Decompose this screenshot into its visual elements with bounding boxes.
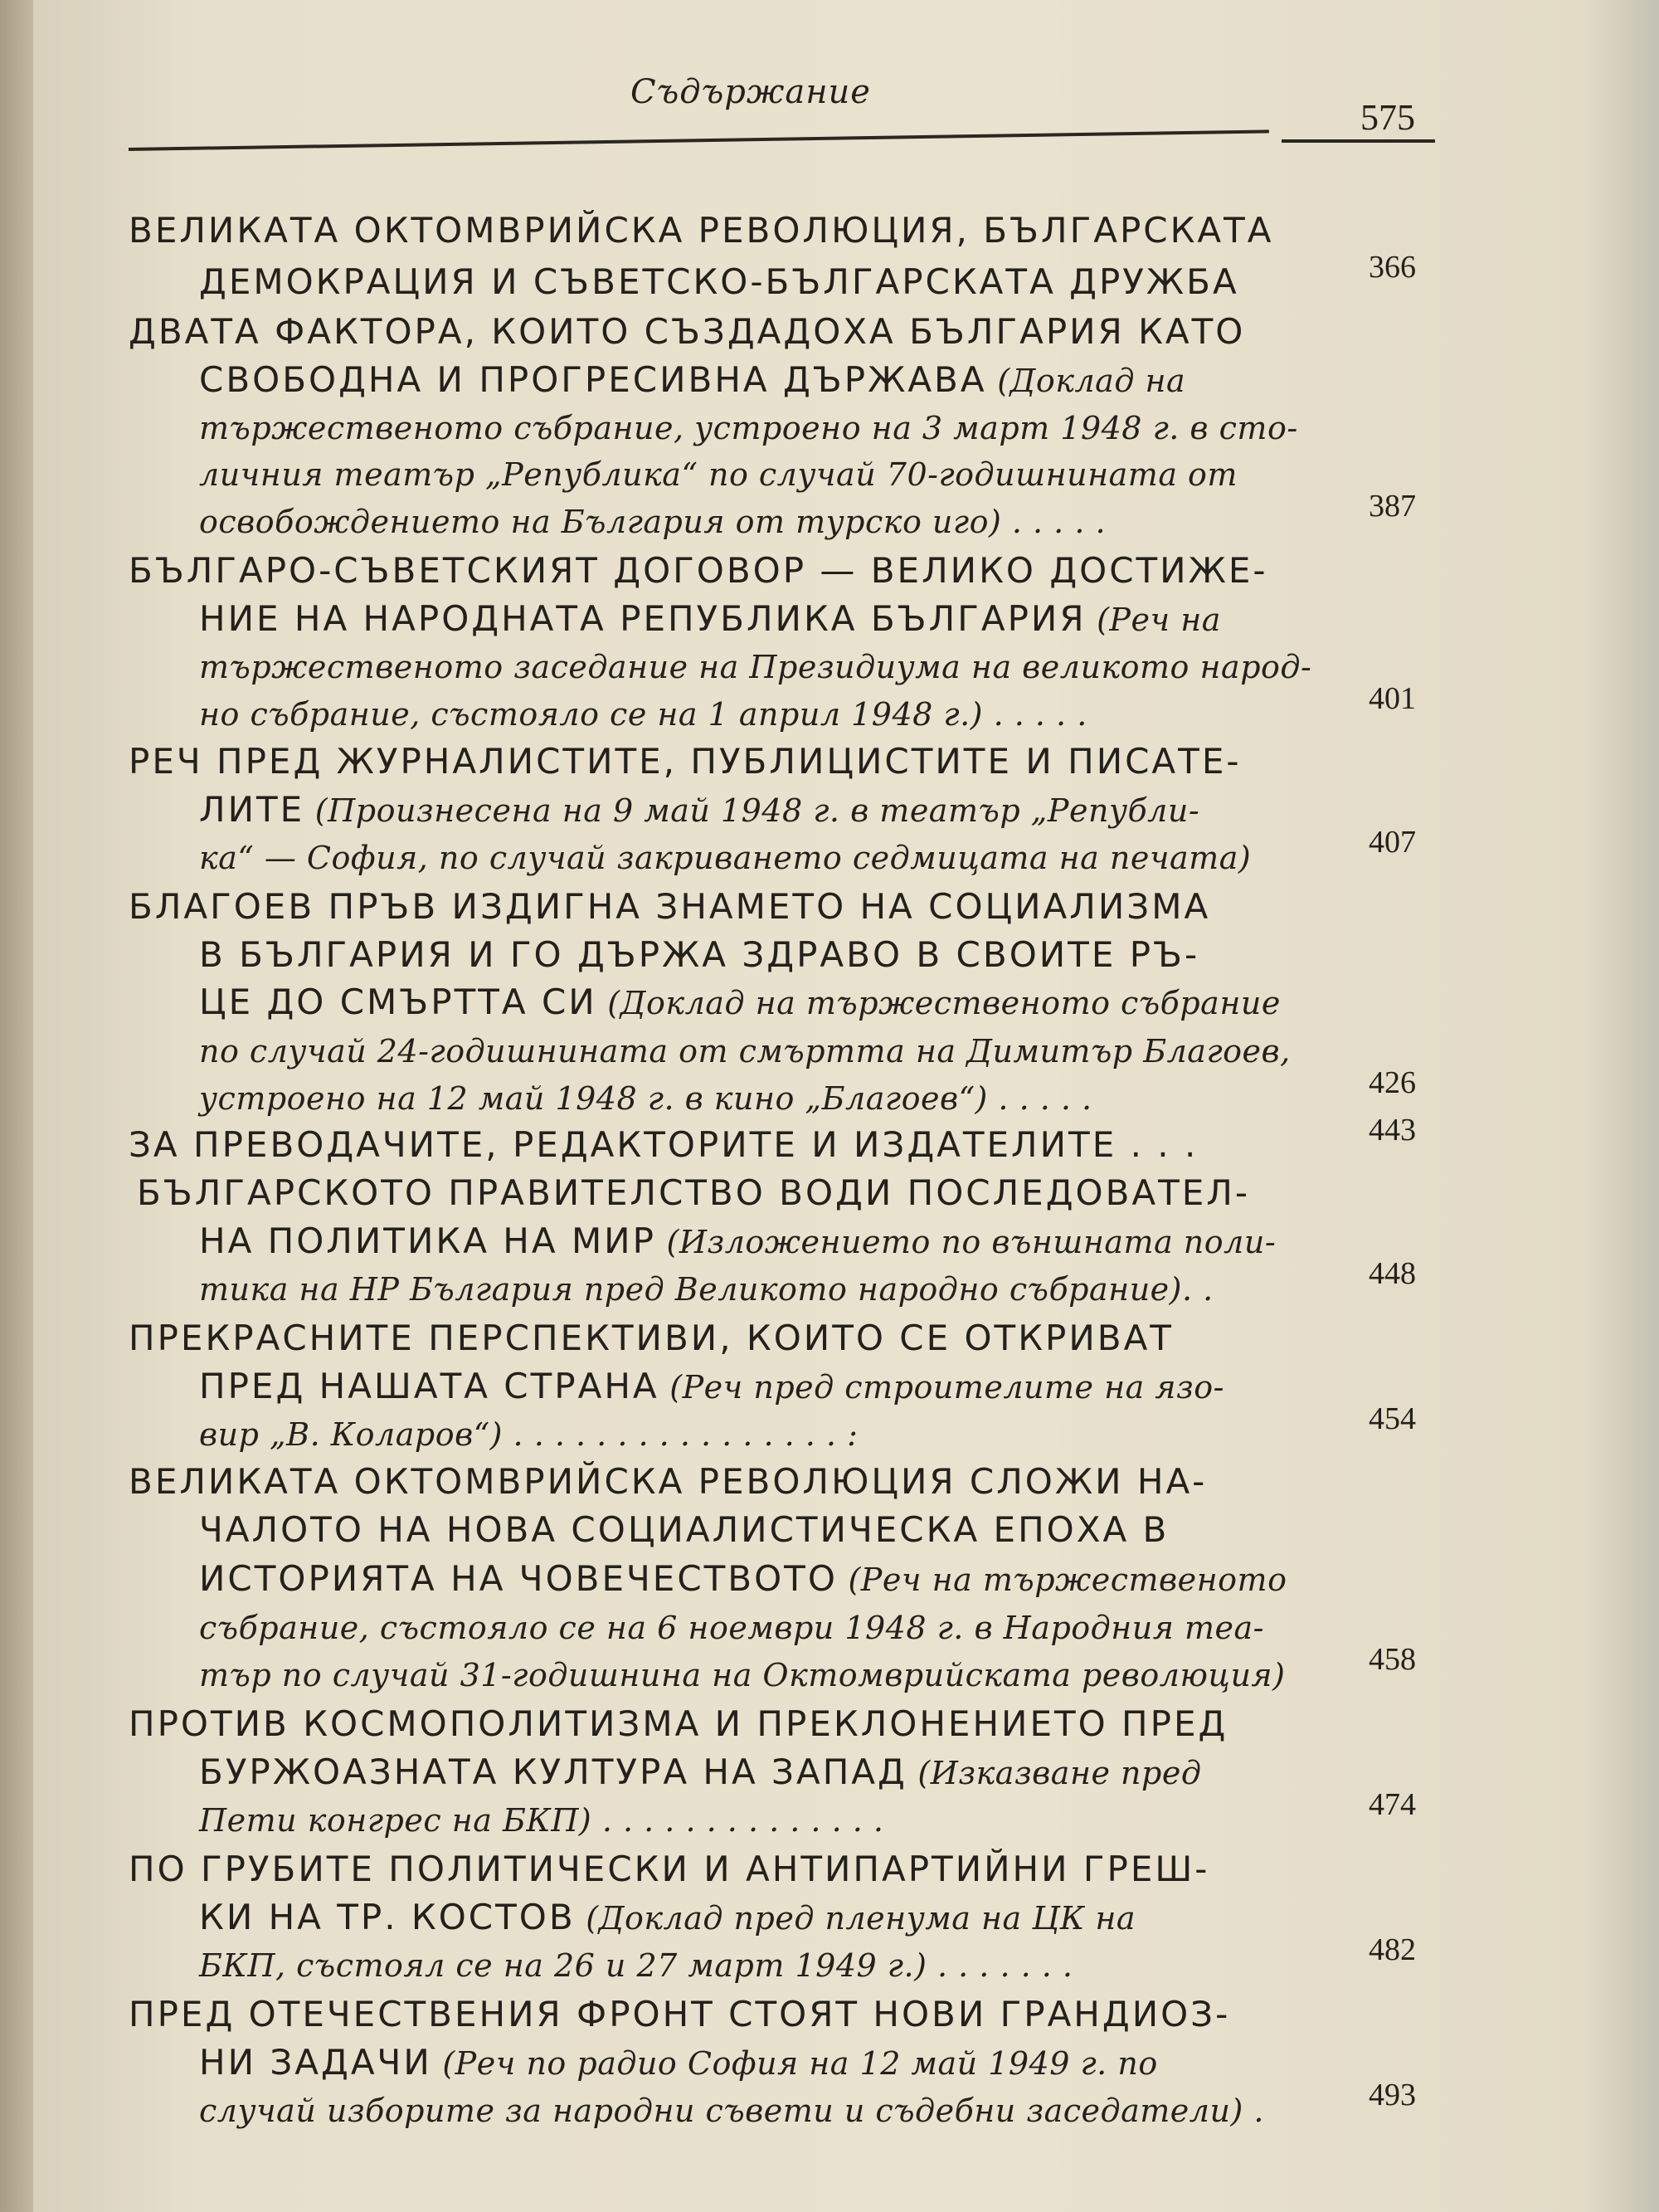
toc-line: [199, 1604, 1264, 1650]
running-header-title: Съдържание: [630, 73, 871, 111]
toc-line: [129, 738, 1242, 785]
toc-entry-description: ка“ — София, по случай закриването седмицата на печата): [199, 840, 1252, 876]
toc-line: [199, 2087, 1264, 2133]
toc-entry-description: случай изборите за народни съвети и съдебни заседатели) .: [199, 2093, 1264, 2129]
toc-entry-title: НИ ЗАДАЧИ: [199, 2042, 432, 2083]
toc-entry-description: (Доклад пред пленума на ЦК на: [575, 1900, 1136, 1937]
toc-line: [129, 1122, 1198, 1168]
toc-line: [199, 404, 1298, 451]
toc-line: [199, 1218, 1276, 1264]
toc-line: [199, 690, 1087, 737]
toc-entry-title: ПРЕКРАСНИТЕ ПЕРСПЕКТИВИ, КОИТО СЕ ОТКРИВАТ: [129, 1318, 1174, 1358]
toc-entry-title: ВЕЛИКАТА ОКТОМВРИЙСКА РЕВОЛЮЦИЯ, БЪЛГАРСКАТА: [129, 210, 1274, 251]
toc-entry-description: (Доклад на: [986, 363, 1186, 399]
toc-entry-title: РЕЧ ПРЕД ЖУРНАЛИСТИТЕ, ПУБЛИЦИСТИТЕ И ПИСАТЕ-: [129, 741, 1242, 782]
toc-page-number: 366: [1369, 250, 1416, 285]
toc-entry-description: (Реч на: [1086, 602, 1221, 638]
toc-line: [129, 548, 1268, 594]
toc-entry-title: ДЕМОКРАЦИЯ И СЪВЕТСКО-БЪЛГАРСКАТА ДРУЖБА: [199, 261, 1239, 302]
toc-line: [199, 1651, 1285, 1698]
toc-line: [129, 309, 1245, 355]
toc-entry-description: освобождението на България от турско иго) . . . . .: [199, 504, 1107, 540]
toc-entry-description: вир „В. Коларов“) . . . . . . . . . . . . . . . . :: [199, 1416, 859, 1453]
toc-line: [199, 596, 1221, 642]
toc-entry-description: устроено на 12 май 1948 г. в кино „Благоев“) . . . . .: [199, 1080, 1092, 1117]
toc-entry-description: тър по случай 31-годишнина на Октомврийската революция): [199, 1657, 1286, 1693]
toc-entry-title: ДВАТА ФАКТОРА, КОИТО СЪЗДАДОХА БЪЛГАРИЯ КАТО: [129, 311, 1246, 352]
toc-page-number: 407: [1369, 825, 1416, 860]
toc-line: [199, 787, 1199, 833]
toc-entry-description: тика на НР България пред Великото народно събрание). .: [199, 1271, 1214, 1308]
toc-entry-title: НИЕ НА НАРОДНАТА РЕПУБЛИКА БЪЛГАРИЯ: [199, 598, 1087, 639]
toc-entry-description: БКП, състоял се на 26 и 27 март 1949 г.) . . . . . . .: [199, 1947, 1073, 1984]
toc-entry-description: (Изказване пред: [907, 1755, 1202, 1791]
toc-entry-title: ЦЕ ДО СМЪРТТА СИ: [199, 982, 597, 1022]
toc-page-number: 426: [1369, 1065, 1416, 1100]
toc-entry-title: БЪЛГАРО-СЪВЕТСКИЯТ ДОГОВОР — ВЕЛИКО ДОСТИЖЕ-: [129, 550, 1268, 591]
toc-line: [199, 932, 1199, 978]
toc-entry-title: ПРЕД ОТЕЧЕСТВЕНИЯ ФРОНТ СТОЯТ НОВИ ГРАНДИОЗ-: [129, 1994, 1231, 2034]
toc-entry-title: БЪЛГАРСКОТО ПРАВИТЕЛСТВО ВОДИ ПОСЛЕДОВАТЕЛ-: [137, 1172, 1251, 1213]
toc-line: [199, 1027, 1291, 1074]
toc-line: [129, 1315, 1174, 1362]
toc-line: [199, 1507, 1169, 1553]
toc-page-number: 454: [1369, 1401, 1416, 1436]
toc-line: [199, 1556, 1287, 1602]
toc-line: [199, 1894, 1136, 1941]
toc-entry-title: ПРОТИВ КОСМОПОЛИТИЗМА И ПРЕКЛОНЕНИЕТО ПРЕД: [129, 1703, 1228, 1744]
toc-entry-description: (Доклад на тържественото събрание: [596, 985, 1281, 1021]
toc-entry-description: тържественото заседание на Президиума на великото народ-: [199, 649, 1312, 685]
toc-page-number: 493: [1369, 2078, 1416, 2112]
toc-page-number: 458: [1369, 1642, 1416, 1677]
toc-line: [129, 1991, 1230, 2038]
toc-entry-title: НА ПОЛИТИКА НА МИР: [199, 1220, 656, 1261]
toc-entry-title: БЛАГОЕВ ПРЪВ ИЗДИГНА ЗНАМЕТО НА СОЦИАЛИЗМА: [129, 886, 1211, 927]
toc-entry-description: личния театър „Република“ по случай 70-годишнината от: [199, 456, 1238, 493]
toc-entry-title: ЛИТЕ: [199, 789, 305, 830]
toc-page-number: 448: [1369, 1256, 1416, 1291]
toc-line: [199, 2039, 1158, 2086]
toc-line: [199, 979, 1281, 1026]
toc-line: [199, 1749, 1201, 1795]
toc-page-number: 443: [1369, 1113, 1416, 1147]
toc-line: [199, 643, 1311, 689]
toc-entry-description: но събрание, състояло се на 1 април 1948 г.) . . . . .: [199, 696, 1087, 733]
toc-entry-title: ПО ГРУБИТЕ ПОЛИТИЧЕСКИ И АНТИПАРТИЙНИ ГРЕШ-: [129, 1849, 1210, 1889]
toc-line: [129, 1846, 1209, 1893]
toc-entry-title: БУРЖОАЗНАТА КУЛТУРА НА ЗАПАД: [199, 1752, 907, 1792]
toc-entry-title: ЗА ПРЕВОДАЧИТЕ, РЕДАКТОРИТЕ И ИЗДАТЕЛИТЕ . . .: [129, 1124, 1199, 1165]
toc-page-number: 482: [1369, 1932, 1416, 1967]
toc-line: [199, 834, 1251, 880]
toc-line: [129, 1459, 1207, 1505]
toc-entry-description: (Реч по радио София на 12 май 1949 г. по: [431, 2045, 1158, 2082]
toc-entry-title: ЧАЛОТО НА НОВА СОЦИАЛИСТИЧЕСКА ЕПОХА В: [199, 1509, 1170, 1550]
toc-line: [199, 1363, 1224, 1410]
toc-entry-description: (Изложението по външната поли-: [655, 1224, 1277, 1260]
toc-line: [199, 1265, 1214, 1312]
toc-entry-title: СВОБОДНА И ПРОГРЕСИВНА ДЪРЖАВА: [199, 359, 987, 400]
toc-page-number: 401: [1369, 681, 1416, 716]
toc-entry-description: събрание, състояло се на 6 ноември 1948 г. в Народния теа-: [199, 1610, 1265, 1646]
toc-page-number: 387: [1369, 489, 1416, 524]
page-number: 575: [1360, 97, 1415, 138]
toc-entry-title: КИ НА ТР. КОСТОВ: [199, 1897, 576, 1937]
toc-entry-title: В БЪЛГАРИЯ И ГО ДЪРЖА ЗДРАВО В СВОИТЕ РЪ-: [199, 934, 1200, 975]
toc-entry-description: по случай 24-годишнината от смъртта на Димитър Благоев,: [199, 1033, 1291, 1069]
toc-line: [199, 1796, 883, 1843]
toc-entry-description: (Реч пред строителите на язо-: [659, 1369, 1224, 1406]
toc-page-number: 474: [1369, 1787, 1416, 1822]
toc-line: [199, 259, 1239, 305]
toc-entry-description: Пети конгрес на БКП) . . . . . . . . . . . . . .: [199, 1802, 884, 1839]
toc-entry-title: ИСТОРИЯТА НА ЧОВЕЧЕСТВОТО: [199, 1558, 838, 1599]
toc-entry-title: ВЕЛИКАТА ОКТОМВРИЙСКА РЕВОЛЮЦИЯ СЛОЖИ НА-: [129, 1461, 1208, 1502]
toc-entry-title: ПРЕД НАШАТА СТРАНА: [199, 1366, 659, 1406]
toc-line: [129, 1701, 1228, 1747]
toc-line: [199, 498, 1106, 544]
toc-entry-description: (Реч на тържественото: [837, 1562, 1287, 1598]
toc-entry-description: (Произнесена на 9 май 1948 г. в театър „Републи-: [304, 792, 1200, 829]
toc-line: [129, 207, 1274, 254]
toc-entry-description: тържественото събрание, устроено на 3 март 1948 г. в сто-: [199, 410, 1298, 446]
toc-line: [199, 1074, 1092, 1121]
toc-line: [199, 1942, 1073, 1988]
toc-line: [199, 1411, 858, 1457]
toc-line: [199, 451, 1238, 497]
toc-line: [129, 884, 1210, 930]
toc-line: [199, 357, 1185, 403]
toc-line: [137, 1170, 1250, 1216]
